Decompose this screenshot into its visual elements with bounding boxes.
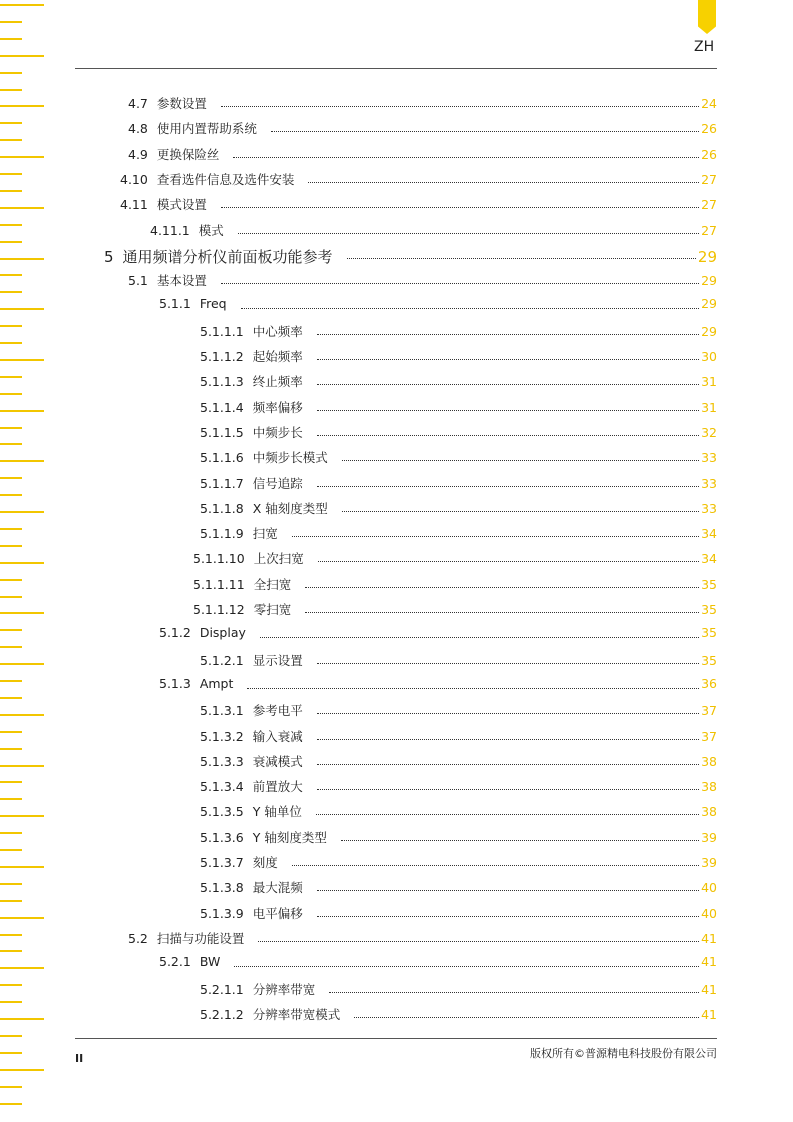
toc-entry-number: 5.2 [128,930,148,946]
toc-entry-number: 4.9 [128,146,148,162]
toc-entry-page: 27 [701,197,717,213]
toc-entry-number: 5.1.2 [159,625,191,641]
margin-tick [0,1069,44,1071]
margin-tick [0,883,22,885]
toc-dot-leader [342,510,699,512]
toc-entry-title: 起始频率 [252,349,303,364]
toc-entry-number: 5.1.3.7 [200,855,244,870]
margin-tick [0,950,22,952]
margin-tick [0,4,44,6]
margin-tick [0,342,22,344]
toc-entry-page: 41 [701,930,717,946]
toc-dot-leader [233,156,699,158]
toc-entry-title: 通用频谱分析仪前面板功能参考 [122,247,333,266]
toc-entry-page: 27 [701,222,717,238]
toc-entry-number: 5.1.1.4 [200,399,244,415]
toc-dot-leader [271,130,699,132]
toc-dot-leader [342,459,699,461]
margin-tick [0,359,44,361]
margin-tick [0,562,44,564]
toc-entry[interactable] [200,853,717,871]
margin-tick [0,21,22,23]
toc-entry-page: 32 [701,424,717,440]
margin-tick [0,1052,22,1054]
toc-entry-title: 参数设置 [156,96,207,111]
toc-entry-page: 34 [701,526,717,542]
toc-entry-number: 5.1.1 [159,296,191,312]
toc-entry-number: 5.1.3.3 [200,753,244,769]
toc-entry-title: Ampt [199,675,234,691]
toc-dot-leader [354,1016,699,1018]
toc-entry[interactable] [120,195,717,213]
toc-dot-leader [317,763,699,765]
toc-entry-title: 频率偏移 [252,399,303,415]
toc-entry[interactable] [128,94,717,112]
toc-entry-page: 35 [701,602,717,617]
toc-dot-leader [221,105,699,107]
toc-entry-number: 5.1.3.5 [200,804,244,820]
toc-entry-page: 40 [701,880,717,896]
toc-entry-page: 34 [701,551,717,567]
toc-dot-leader [317,738,699,740]
toc-entry-page: 41 [701,954,717,970]
toc-entry-number: 5.1.3.1 [200,703,244,719]
margin-tick [0,900,22,902]
margin-tick [0,646,22,648]
margin-tick [0,781,22,783]
toc-dot-leader [317,409,699,411]
margin-tick [0,511,44,513]
toc-entry[interactable] [200,347,717,365]
toc-entry-title: 输入衰减 [252,728,303,744]
toc-entry-title: 扫宽 [252,526,278,542]
toc-dot-leader [347,257,696,259]
toc-dot-leader [234,965,699,967]
toc-entry-title: 电平偏移 [252,905,303,921]
toc-entry-title: 全扫宽 [253,576,292,592]
toc-dot-leader [317,358,699,360]
margin-tick [0,680,22,682]
margin-tick [0,207,44,209]
toc-dot-leader [329,991,699,993]
margin-tick [0,596,22,598]
toc-entry[interactable] [128,929,717,947]
toc-entry-number: 5.1.1.3 [200,374,244,390]
toc-entry-number: 5.1.1.10 [193,551,245,567]
toc-entry-title: 查看选件信息及选件安装 [156,171,295,187]
margin-tick [0,477,22,479]
toc-dot-leader [317,434,699,436]
margin-tick [0,494,22,496]
toc-entry-title: 终止频率 [252,374,303,390]
toc-entry[interactable] [200,727,717,745]
toc-entry[interactable] [200,651,717,669]
toc-entry-title: 衰减模式 [252,753,303,769]
toc-entry[interactable] [128,271,717,289]
margin-tick [0,849,22,851]
toc-entry[interactable] [193,600,717,618]
toc-dot-leader [305,611,699,613]
toc-entry-number: 5.1.3.6 [200,829,244,845]
toc-entry-title: 基本设置 [156,273,207,289]
toc-entry[interactable] [193,549,717,567]
toc-dot-leader [317,712,699,714]
toc-entry[interactable] [200,499,717,517]
toc-entry-number: 5.1.1.9 [200,526,244,542]
toc-dot-leader [260,636,699,638]
margin-tick [0,967,44,969]
toc-entry-page: 38 [701,804,717,820]
toc-entry[interactable] [120,170,717,188]
margin-tick [0,1001,22,1003]
toc-entry[interactable] [200,423,717,441]
margin-tick [0,325,22,327]
toc-dot-leader [317,889,699,891]
toc-entry-title: Freq [199,296,227,312]
header-rule [75,68,717,69]
toc-entry[interactable] [150,221,717,239]
toc-entry[interactable] [200,828,717,846]
margin-tick [0,460,44,462]
margin-tick [0,832,22,834]
toc-entry-number: 5.2.1 [159,954,191,970]
toc-entry[interactable] [200,752,717,770]
toc-entry-number: 5.1.3.4 [200,779,244,795]
toc-entry-page: 37 [701,703,717,719]
toc-entry-title: Display [199,625,246,641]
toc-entry[interactable] [200,398,717,416]
margin-tick [0,274,22,276]
toc-dot-leader [247,687,699,689]
footer-rule [75,1038,717,1039]
toc-dot-leader [258,940,699,942]
margin-tick [0,748,22,750]
margin-tick [0,443,22,445]
margin-tick [0,714,44,716]
toc-dot-leader [241,307,700,309]
toc-dot-leader [317,333,699,335]
margin-tick [0,105,44,107]
toc-entry-page: 38 [701,779,717,795]
margin-tick [0,308,44,310]
toc-entry-page: 35 [701,625,717,641]
toc-dot-leader [317,915,699,917]
toc-entry-page: 30 [701,349,717,364]
copyright-text: 版权所有©普源精电科技股份有限公司 [530,1047,717,1060]
language-label: ZH [694,39,715,55]
margin-tick [0,376,22,378]
toc-entry-number: 5.1.3.9 [200,905,244,921]
toc-dot-leader [221,282,699,284]
toc-entry-number: 5.1.1.1 [200,323,244,339]
toc-entry[interactable] [104,246,717,264]
margin-tick [0,917,44,919]
toc-entry-number: 5.1.1.6 [200,450,244,466]
margin-tick [0,1086,22,1088]
toc-entry-title: 刻度 [252,855,278,870]
toc-dot-leader [308,181,699,183]
toc-dot-leader [317,662,699,664]
toc-entry[interactable] [159,954,717,972]
toc-entry-number: 5 [104,247,114,266]
toc-entry[interactable] [200,474,717,492]
margin-tick [0,258,44,260]
toc-entry[interactable] [200,448,717,466]
toc-entry-number: 5.1.3.2 [200,728,244,744]
toc-entry-title: 更换保险丝 [156,146,220,162]
toc-dot-leader [316,813,699,815]
toc-entry-title: 显示设置 [252,652,303,668]
margin-tick [0,1018,44,1020]
margin-tick [0,72,22,74]
toc-entry[interactable] [200,372,717,390]
toc-entry-title: 参考电平 [252,703,303,719]
toc-entry-title: 分辨率带宽 [252,981,316,997]
toc-entry-page: 38 [701,753,717,769]
toc-dot-leader [318,560,699,562]
toc-entry-page: 41 [701,981,717,997]
toc-entry[interactable] [159,296,717,314]
toc-entry-number: 4.11 [120,197,148,213]
margin-tick [0,731,22,733]
margin-tick [0,697,22,699]
margin-tick [0,427,22,429]
page-number: II [75,1052,84,1065]
toc-dot-leader [292,864,699,866]
toc-dot-leader [317,485,699,487]
margin-tick [0,663,44,665]
toc-entry-title: 最大混频 [252,880,303,896]
margin-tick [0,156,44,158]
margin-tick [0,291,22,293]
toc-entry-page: 36 [701,675,717,691]
margin-tick [0,410,44,412]
toc-entry-title: 上次扫宽 [253,551,304,567]
toc-entry-page: 29 [701,296,717,312]
toc-entry-number: 4.10 [120,171,148,187]
toc-dot-leader [341,839,699,841]
toc-entry-number: 5.1.3.8 [200,880,244,896]
margin-tick [0,815,44,817]
margin-tick [0,765,44,767]
margin-tick [0,528,22,530]
margin-tick [0,89,22,91]
toc-entry-page: 33 [701,475,717,491]
toc-entry-title: 中心频率 [252,323,303,339]
toc-entry-page: 35 [701,576,717,592]
toc-dot-leader [317,788,699,790]
toc-entry-number: 5.1.1.8 [200,500,244,516]
toc-entry-number: 4.8 [128,121,148,137]
toc-entry-title: 使用内置帮助系统 [156,121,257,137]
toc-entry-page: 39 [701,829,717,845]
language-tab-marker [698,0,716,34]
margin-tick [0,173,22,175]
margin-tick [0,612,44,614]
margin-tick [0,55,44,57]
toc-entry[interactable] [200,524,717,542]
toc-entry-number: 5.1.3 [159,675,191,691]
toc-entry-page: 27 [701,171,717,187]
toc-entry-number: 4.11.1 [150,222,190,238]
margin-tick [0,393,22,395]
toc-entry-title: Y 轴刻度类型 [252,829,327,845]
margin-tick [0,866,44,868]
margin-tick [0,579,22,581]
toc-entry-page: 29 [697,247,717,266]
toc-entry-title: 模式 [198,222,224,238]
toc-entry-page: 41 [701,1006,717,1022]
toc-entry-page: 39 [701,855,717,870]
margin-tick [0,241,22,243]
toc-entry-page: 33 [701,450,717,466]
toc-entry[interactable] [200,904,717,922]
toc-entry[interactable] [159,625,717,643]
toc-entry-title: 分辨率带宽模式 [252,1006,341,1022]
toc-entry-number: 5.1.1.5 [200,424,244,440]
toc-entry[interactable] [128,145,717,163]
toc-entry-page: 29 [701,323,717,339]
margin-tick [0,1035,22,1037]
toc-entry-page: 35 [701,652,717,668]
toc-entry-page: 26 [701,146,717,162]
toc-entry-number: 5.1.2.1 [200,652,244,668]
toc-entry[interactable] [193,575,717,593]
toc-entry-page: 29 [701,273,717,289]
margin-tick [0,1103,22,1105]
toc-entry-title: 中频步长 [252,424,303,440]
toc-dot-leader [317,383,699,385]
toc-entry-title: 前置放大 [252,779,303,795]
toc-entry-page: 31 [701,374,717,390]
toc-entry[interactable] [200,1005,717,1023]
toc-entry-number: 5.2.1.2 [200,1006,244,1022]
toc-entry[interactable] [159,676,717,694]
margin-tick [0,984,22,986]
toc-entry[interactable] [128,119,717,137]
toc-entry-title: 扫描与功能设置 [156,930,245,946]
toc-entry[interactable] [200,777,717,795]
margin-tick [0,190,22,192]
toc-entry-page: 37 [701,728,717,744]
toc-dot-leader [292,535,699,537]
margin-tick [0,545,22,547]
toc-entry-number: 5.1.1.7 [200,475,244,491]
toc-entry[interactable] [200,878,717,896]
toc-entry-number: 5.1.1.11 [193,576,245,592]
toc-entry-number: 5.2.1.1 [200,981,244,997]
toc-entry-title: Y 轴单位 [252,804,302,820]
toc-entry-title: 模式设置 [156,197,207,213]
toc-dot-leader [305,586,699,588]
margin-tick [0,798,22,800]
toc-entry[interactable] [200,802,717,820]
toc-dot-leader [221,206,699,208]
toc-dot-leader [238,232,699,234]
toc-entry-page: 40 [701,905,717,921]
toc-entry-title: 零扫宽 [253,602,292,617]
margin-tab-strip [0,0,46,1122]
toc-entry-page: 26 [701,121,717,137]
margin-tick [0,934,22,936]
toc-entry-page: 24 [701,96,717,111]
margin-tick [0,629,22,631]
toc-entry-page: 31 [701,399,717,415]
toc-entry-number: 4.7 [128,96,148,111]
margin-tick [0,122,22,124]
toc-entry-number: 5.1.1.12 [193,602,245,617]
toc-entry-title: 中频步长模式 [252,450,328,466]
toc-entry-number: 5.1.1.2 [200,349,244,364]
margin-tick [0,38,22,40]
toc-entry[interactable] [200,701,717,719]
toc-entry[interactable] [200,980,717,998]
toc-entry-title: X 轴刻度类型 [252,500,328,516]
toc-entry-page: 33 [701,500,717,516]
toc-entry-number: 5.1 [128,273,148,289]
margin-tick [0,224,22,226]
toc-entry-title: 信号追踪 [252,475,303,491]
toc-entry[interactable] [200,322,717,340]
margin-tick [0,139,22,141]
toc-entry-title: BW [199,954,221,970]
